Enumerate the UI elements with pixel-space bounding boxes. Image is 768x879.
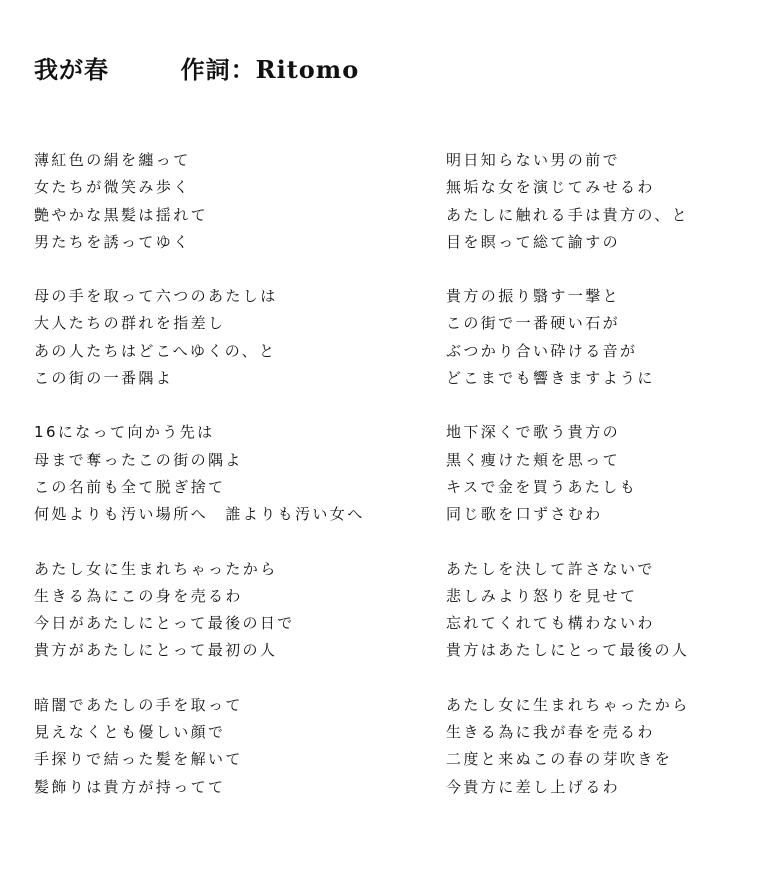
lyric-line: 手探りで結った髪を解いて bbox=[34, 750, 243, 769]
lyric-line: あたし女に生まれちゃったから bbox=[446, 695, 690, 714]
lyric-line: あたしを決して許さないで bbox=[446, 559, 655, 578]
lyric-line: 何処よりも汚い場所へ 誰よりも汚い女へ bbox=[34, 505, 365, 524]
lyric-line: 大人たちの群れを指差し bbox=[34, 314, 226, 333]
lyric-line: 生きる為に我が春を売るわ bbox=[446, 723, 655, 742]
stanza bbox=[34, 556, 364, 665]
stanza bbox=[446, 147, 768, 256]
stanza bbox=[446, 692, 768, 801]
lyric-line: 今貴方に差し上げるわ bbox=[446, 777, 621, 796]
lyric-line: 母まで奪ったこの街の隅よ bbox=[34, 450, 243, 469]
lyric-line: 二度と来ぬこの春の芽吹きを bbox=[446, 750, 673, 769]
lyric-line: 今日があたしにとって最後の日で bbox=[34, 614, 295, 633]
stanza bbox=[34, 283, 364, 392]
song-title: 我が春 bbox=[34, 55, 109, 84]
lyric-line: この名前も全て脱ぎ捨て bbox=[34, 477, 226, 496]
lyric-line: 薄紅色の絹を纏って bbox=[34, 151, 191, 169]
lyric-line: 生きる為にこの身を売るわ bbox=[34, 586, 243, 605]
lyric-line: 16になって向かう先は bbox=[34, 423, 215, 442]
lyric-line: 貴方の振り翳す一撃と bbox=[446, 287, 621, 306]
lyric-line: 無垢な女を演じてみせるわ bbox=[446, 178, 655, 197]
lyric-line: キスで金を買うあたしも bbox=[446, 477, 638, 496]
stanza bbox=[446, 283, 768, 392]
stanza bbox=[34, 419, 364, 528]
lyric-line: 目を瞑って総て諭すの bbox=[446, 232, 621, 251]
lyric-line: 貴方があたしにとって最初の人 bbox=[34, 641, 278, 660]
title-row bbox=[34, 52, 359, 88]
lyric-line: この街で一番硬い石が bbox=[446, 314, 621, 333]
lyric-line: 艶やかな黒髪は揺れて bbox=[34, 205, 209, 224]
lyric-line: 女たちが微笑み歩く bbox=[34, 178, 191, 197]
stanza bbox=[446, 419, 768, 528]
lyrics-right-column bbox=[446, 147, 768, 828]
lyric-line: 明日知らない男の前で bbox=[446, 151, 621, 169]
lyric-line: 母の手を取って六つのあたしは bbox=[34, 287, 278, 306]
stanza bbox=[446, 556, 768, 665]
lyric-line: 地下深くで歌う貴方の bbox=[446, 423, 621, 442]
lyric-line: 男たちを誘ってゆく bbox=[34, 232, 191, 251]
lyric-line: 暗闇であたしの手を取って bbox=[34, 695, 243, 714]
lyric-line: あの人たちはどこへゆくの、と bbox=[34, 341, 277, 360]
lyric-line: 貴方はあたしにとって最後の人 bbox=[446, 641, 690, 660]
stanza bbox=[34, 147, 364, 256]
lyric-line: あたし女に生まれちゃったから bbox=[34, 559, 278, 578]
lyric-line: どこまでも響きますように bbox=[446, 369, 655, 388]
lyric-line: 同じ歌を口ずさむわ bbox=[446, 505, 603, 524]
lyric-line: あたしに触れる手は貴方の、と bbox=[446, 205, 690, 224]
lyricist-credit: 作詞：Ritomo bbox=[180, 55, 360, 84]
lyric-line: ぶつかり合い砕ける音が bbox=[446, 341, 638, 360]
lyric-line: この街の一番隅よ bbox=[34, 369, 174, 388]
lyric-line: 黒く痩けた頬を思って bbox=[446, 450, 621, 469]
lyric-line: 忘れてくれても構わないわ bbox=[446, 614, 655, 633]
lyric-line: 悲しみより怒りを見せて bbox=[446, 586, 638, 605]
lyric-line: 髪飾りは貴方が持ってて bbox=[34, 777, 226, 796]
lyric-line: 見えなくとも優しい顔で bbox=[34, 723, 226, 742]
lyrics-left-column bbox=[34, 147, 364, 828]
stanza bbox=[34, 692, 364, 801]
